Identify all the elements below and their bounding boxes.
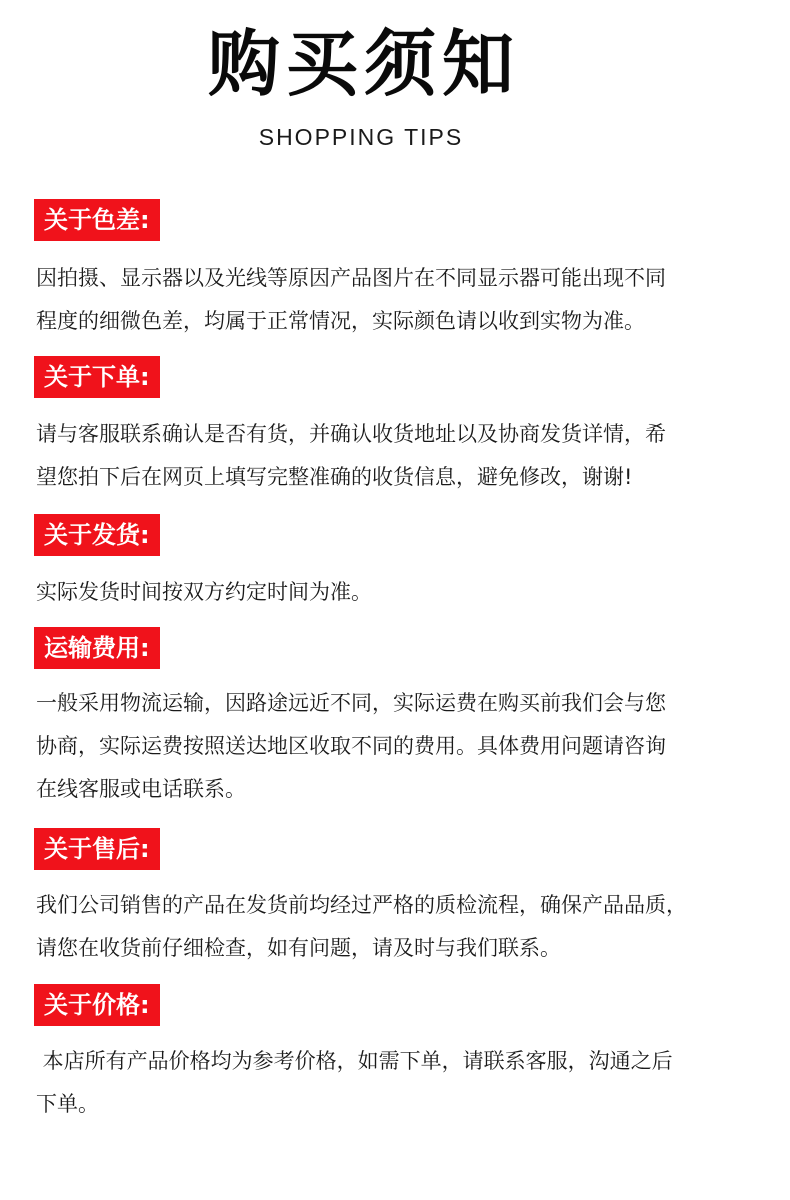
body-line: 请与客服联系确认是否有货，并确认收货地址以及协商发货详情，希 <box>36 422 666 446</box>
page-subtitle: SHOPPING TIPS <box>258 124 464 150</box>
section-body-price <box>36 1040 780 1126</box>
section-body-shipping <box>36 571 780 614</box>
page-title: 购买须知 <box>207 22 520 106</box>
body-line: 本店所有产品价格均为参考价格，如需下单，请联系客服，沟通之后 <box>36 1049 673 1073</box>
body-line: 一般采用物流运输，因路途远近不同，实际运费在购买前我们会与您 <box>36 691 666 715</box>
body-line: 在线客服或电话联系。 <box>36 777 246 801</box>
body-line: 协商，实际运费按照送达地区收取不同的费用。具体费用问题请咨询 <box>36 734 666 758</box>
section-body-transport-fee <box>36 682 780 811</box>
body-line: 我们公司销售的产品在发货前均经过严格的质检流程，确保产品品质， <box>36 893 687 917</box>
section-heading-transport-fee: 运输费用: <box>34 627 160 669</box>
body-line: 程度的细微色差，均属于正常情况，实际颜色请以收到实物为准。 <box>36 309 645 333</box>
section-heading-shipping: 关于发货: <box>34 514 160 556</box>
section-heading-price: 关于价格: <box>34 984 160 1026</box>
body-line: 望您拍下后在网页上填写完整准确的收货信息，避免修改，谢谢! <box>36 465 633 489</box>
section-body-color-difference <box>36 257 780 343</box>
section-heading-ordering: 关于下单: <box>34 356 160 398</box>
body-line: 因拍摄、显示器以及光线等原因产品图片在不同显示器可能出现不同 <box>36 266 666 290</box>
section-body-ordering <box>36 413 780 499</box>
body-line: 下单。 <box>36 1092 99 1116</box>
section-heading-color-difference: 关于色差: <box>34 199 160 241</box>
body-line: 实际发货时间按双方约定时间为准。 <box>36 580 372 604</box>
body-line: 请您在收货前仔细检查，如有问题，请及时与我们联系。 <box>36 936 561 960</box>
section-body-after-sales <box>36 884 780 970</box>
section-heading-after-sales: 关于售后: <box>34 828 160 870</box>
